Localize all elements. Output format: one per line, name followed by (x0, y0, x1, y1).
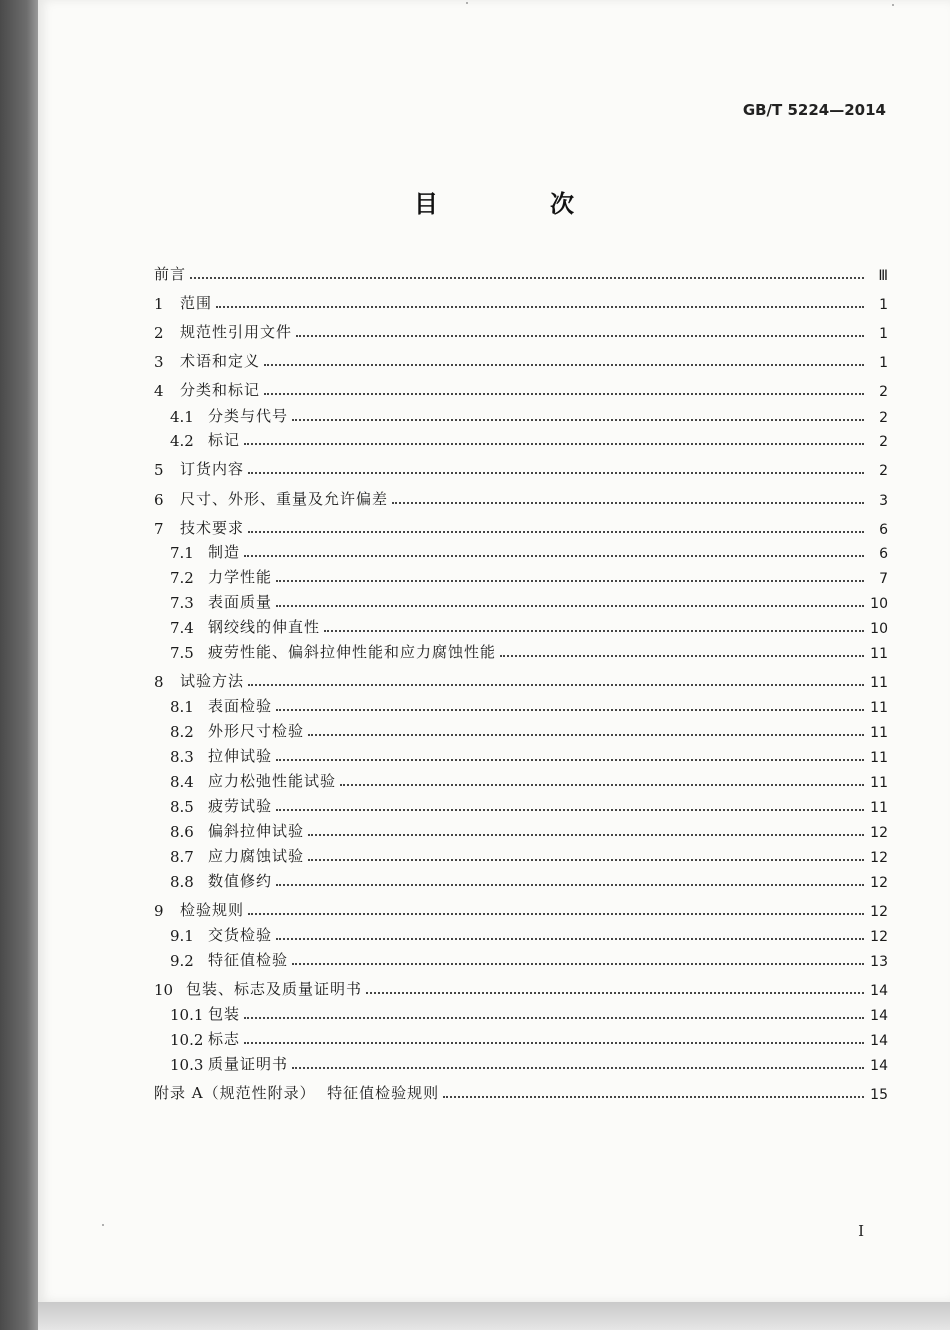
toc-entry-page: 2 (879, 410, 888, 426)
toc-entry-label: 分类与代号 (208, 407, 289, 425)
toc-entry (154, 669, 888, 691)
toc-leader-dots (244, 1042, 864, 1044)
toc-entry (154, 615, 888, 637)
toc-entry (154, 923, 888, 945)
toc-leader-dots (264, 364, 864, 366)
toc-entry-number: 10 (154, 981, 174, 999)
toc-entry-page: 12 (870, 825, 888, 841)
toc-entry-page: 3 (879, 493, 888, 509)
toc-entry-number: 8.6 (170, 823, 194, 841)
toc-entry-label: 标志 (208, 1030, 241, 1048)
toc-leader-dots (308, 859, 864, 861)
toc-entry-page: 14 (870, 1033, 888, 1049)
toc-entry-number: 3 (154, 353, 164, 371)
toc-leader-dots (276, 759, 864, 761)
toc-entry (154, 640, 888, 662)
toc-entry (154, 565, 888, 587)
toc-leader-dots (276, 580, 864, 582)
toc-entry-page: 12 (870, 929, 888, 945)
toc-entry (154, 977, 888, 999)
toc-leader-dots (264, 393, 864, 395)
toc-entry-number: 7.4 (170, 619, 194, 637)
toc-entry-page: 11 (870, 775, 888, 791)
toc-entry-number: 10.1 (170, 1006, 204, 1024)
toc-entry-page: 2 (879, 463, 888, 479)
toc-entry-number: 10.2 (170, 1031, 204, 1049)
toc-entry-number: 2 (154, 324, 164, 342)
toc-entry-label: 技术要求 (180, 519, 245, 537)
toc-leader-dots (276, 605, 864, 607)
toc-leader-dots (276, 938, 864, 940)
toc-entry (154, 378, 888, 400)
toc-entry-number: 8.4 (170, 773, 194, 791)
toc-entry-page: 2 (879, 434, 888, 450)
toc-entry-number: 4.1 (170, 408, 194, 426)
toc-entry (154, 540, 888, 562)
toc-entry (154, 794, 888, 816)
toc-entry (154, 844, 888, 866)
toc-entry-label: 外形尺寸检验 (208, 722, 305, 740)
toc-entry-page: 12 (870, 904, 888, 920)
toc-entry-label: 疲劳试验 (208, 797, 273, 815)
toc-entry-label: 疲劳性能、偏斜拉伸性能和应力腐蚀性能 (208, 643, 497, 661)
toc-entry-page: 11 (870, 750, 888, 766)
toc-entry (154, 948, 888, 970)
toc-entry (154, 1027, 888, 1049)
toc-entry-number: 7.2 (170, 569, 194, 587)
toc-entry-page: 6 (879, 522, 888, 538)
toc-entry-label: 偏斜拉伸试验 (208, 822, 305, 840)
document-page (38, 0, 950, 1302)
toc-entry (154, 719, 888, 741)
scanner-edge (0, 0, 38, 1330)
toc-entry-page: 11 (870, 646, 888, 662)
toc-entry-number: 1 (154, 295, 164, 313)
page-bottom-edge (38, 1302, 950, 1330)
toc-entry (154, 320, 888, 342)
toc-entry-label: 试验方法 (180, 672, 245, 690)
toc-leader-dots (308, 834, 864, 836)
toc-entry-label: 分类和标记 (180, 381, 261, 399)
toc-entry-number: 7.3 (170, 594, 194, 612)
toc-entry (154, 516, 888, 538)
toc-entry-label: 范围 (180, 294, 213, 312)
toc-entry-label: 规范性引用文件 (180, 323, 293, 341)
toc-entry-number: 10.3 (170, 1056, 204, 1074)
toc-entry-page: 1 (879, 355, 888, 371)
toc-entry-label: 附录 A（规范性附录） 特征值检验规则 (154, 1084, 440, 1102)
toc-entry-page: 12 (870, 875, 888, 891)
toc-entry-number: 7.1 (170, 544, 194, 562)
scan-speck (102, 1224, 104, 1226)
toc-entry-page: 14 (870, 1058, 888, 1074)
toc-entry (154, 1081, 888, 1103)
toc-entry-number: 6 (154, 491, 164, 509)
toc-entry-page: 11 (870, 800, 888, 816)
toc-entry-page: 10 (870, 621, 888, 637)
toc-leader-dots (308, 734, 864, 736)
toc-leader-dots (366, 992, 864, 994)
toc-entry (154, 590, 888, 612)
toc-entry (154, 428, 888, 450)
toc-entry (154, 744, 888, 766)
toc-entry (154, 291, 888, 313)
toc-leader-dots (292, 419, 864, 421)
toc-leader-dots (248, 913, 864, 915)
toc-entry-number: 8 (154, 673, 164, 691)
toc-leader-dots (276, 809, 864, 811)
toc-entry-number: 7 (154, 520, 164, 538)
toc-entry-label: 订货内容 (180, 460, 245, 478)
toc-leader-dots (244, 1017, 864, 1019)
scan-speck (892, 4, 894, 6)
toc-leader-dots (244, 443, 864, 445)
toc-entry-label: 力学性能 (208, 568, 273, 586)
toc-entry (154, 769, 888, 791)
toc-leader-dots (292, 963, 864, 965)
toc-entry-label: 应力松弛性能试验 (208, 772, 337, 790)
toc-leader-dots (443, 1096, 864, 1098)
toc-entry-number: 7.5 (170, 644, 194, 662)
toc-entry-label: 制造 (208, 543, 241, 561)
toc-entry-label: 前言 (154, 265, 187, 283)
toc-entry-label: 包装 (208, 1005, 241, 1023)
toc-entry (154, 404, 888, 426)
toc-entry-label: 检验规则 (180, 901, 245, 919)
toc-entry (154, 457, 888, 479)
page-title: 目 次 (414, 189, 618, 218)
toc-entry-page: 1 (879, 326, 888, 342)
toc-entry-label: 钢绞线的伸直性 (208, 618, 321, 636)
toc-entry-number: 8.1 (170, 698, 194, 716)
toc-entry-label: 包装、标志及质量证明书 (186, 980, 363, 998)
toc-entry-label: 表面检验 (208, 697, 273, 715)
toc-entry-page: 13 (870, 954, 888, 970)
toc-entry (154, 819, 888, 841)
toc-leader-dots (248, 684, 864, 686)
toc-entry-number: 8.2 (170, 723, 194, 741)
toc-entry-page: 14 (870, 1008, 888, 1024)
toc-entry-label: 交货检验 (208, 926, 273, 944)
toc-leader-dots (276, 884, 864, 886)
toc-entry (154, 349, 888, 371)
toc-entry-page: 15 (870, 1087, 888, 1103)
toc-entry (154, 1002, 888, 1024)
toc-leader-dots (190, 277, 864, 279)
toc-entry-page: 14 (870, 983, 888, 999)
toc-entry-label: 尺寸、外形、重量及允许偏差 (180, 490, 389, 508)
toc-entry (154, 262, 888, 284)
toc-entry-label: 标记 (208, 431, 241, 449)
toc-entry-label: 表面质量 (208, 593, 273, 611)
toc-leader-dots (392, 502, 864, 504)
toc-entry (154, 898, 888, 920)
toc-entry-page: Ⅲ (878, 268, 888, 284)
toc-leader-dots (216, 306, 864, 308)
toc-leader-dots (248, 472, 864, 474)
toc-entry-page: 12 (870, 850, 888, 866)
toc-entry-page: 2 (879, 384, 888, 400)
toc-leader-dots (244, 555, 864, 557)
page-number: I (858, 1222, 864, 1240)
toc-entry-label: 特征值检验 (208, 951, 289, 969)
toc-leader-dots (296, 335, 864, 337)
toc-entry-number: 5 (154, 461, 164, 479)
toc-entry-number: 8.3 (170, 748, 194, 766)
toc-entry-label: 数值修约 (208, 872, 273, 890)
standard-number: GB/T 5224—2014 (742, 101, 886, 119)
toc-entry-page: 10 (870, 596, 888, 612)
toc-leader-dots (340, 784, 864, 786)
toc-entry-page: 11 (870, 700, 888, 716)
toc-entry-number: 4.2 (170, 432, 194, 450)
toc-entry-number: 9 (154, 902, 164, 920)
toc-entry-number: 9.2 (170, 952, 194, 970)
toc-entry-label: 质量证明书 (208, 1055, 289, 1073)
toc-entry (154, 694, 888, 716)
toc-entry-number: 9.1 (170, 927, 194, 945)
toc-leader-dots (292, 1067, 864, 1069)
toc-entry-number: 8.7 (170, 848, 194, 866)
toc-entry-page: 11 (870, 725, 888, 741)
toc-entry (154, 869, 888, 891)
toc-leader-dots (500, 655, 864, 657)
toc-entry-page: 11 (870, 675, 888, 691)
toc-leader-dots (248, 531, 864, 533)
toc-entry-number: 8.5 (170, 798, 194, 816)
toc-entry-page: 1 (879, 297, 888, 313)
toc-leader-dots (276, 709, 864, 711)
toc-entry (154, 1052, 888, 1074)
scan-speck (466, 2, 468, 4)
toc-entry-number: 8.8 (170, 873, 194, 891)
toc-entry-label: 拉伸试验 (208, 747, 273, 765)
toc-entry-number: 4 (154, 382, 164, 400)
toc-entry-label: 应力腐蚀试验 (208, 847, 305, 865)
toc-entry-page: 7 (879, 571, 888, 587)
toc-entry-label: 术语和定义 (180, 352, 261, 370)
toc-entry-page: 6 (879, 546, 888, 562)
toc-leader-dots (324, 630, 864, 632)
toc-entry (154, 487, 888, 509)
